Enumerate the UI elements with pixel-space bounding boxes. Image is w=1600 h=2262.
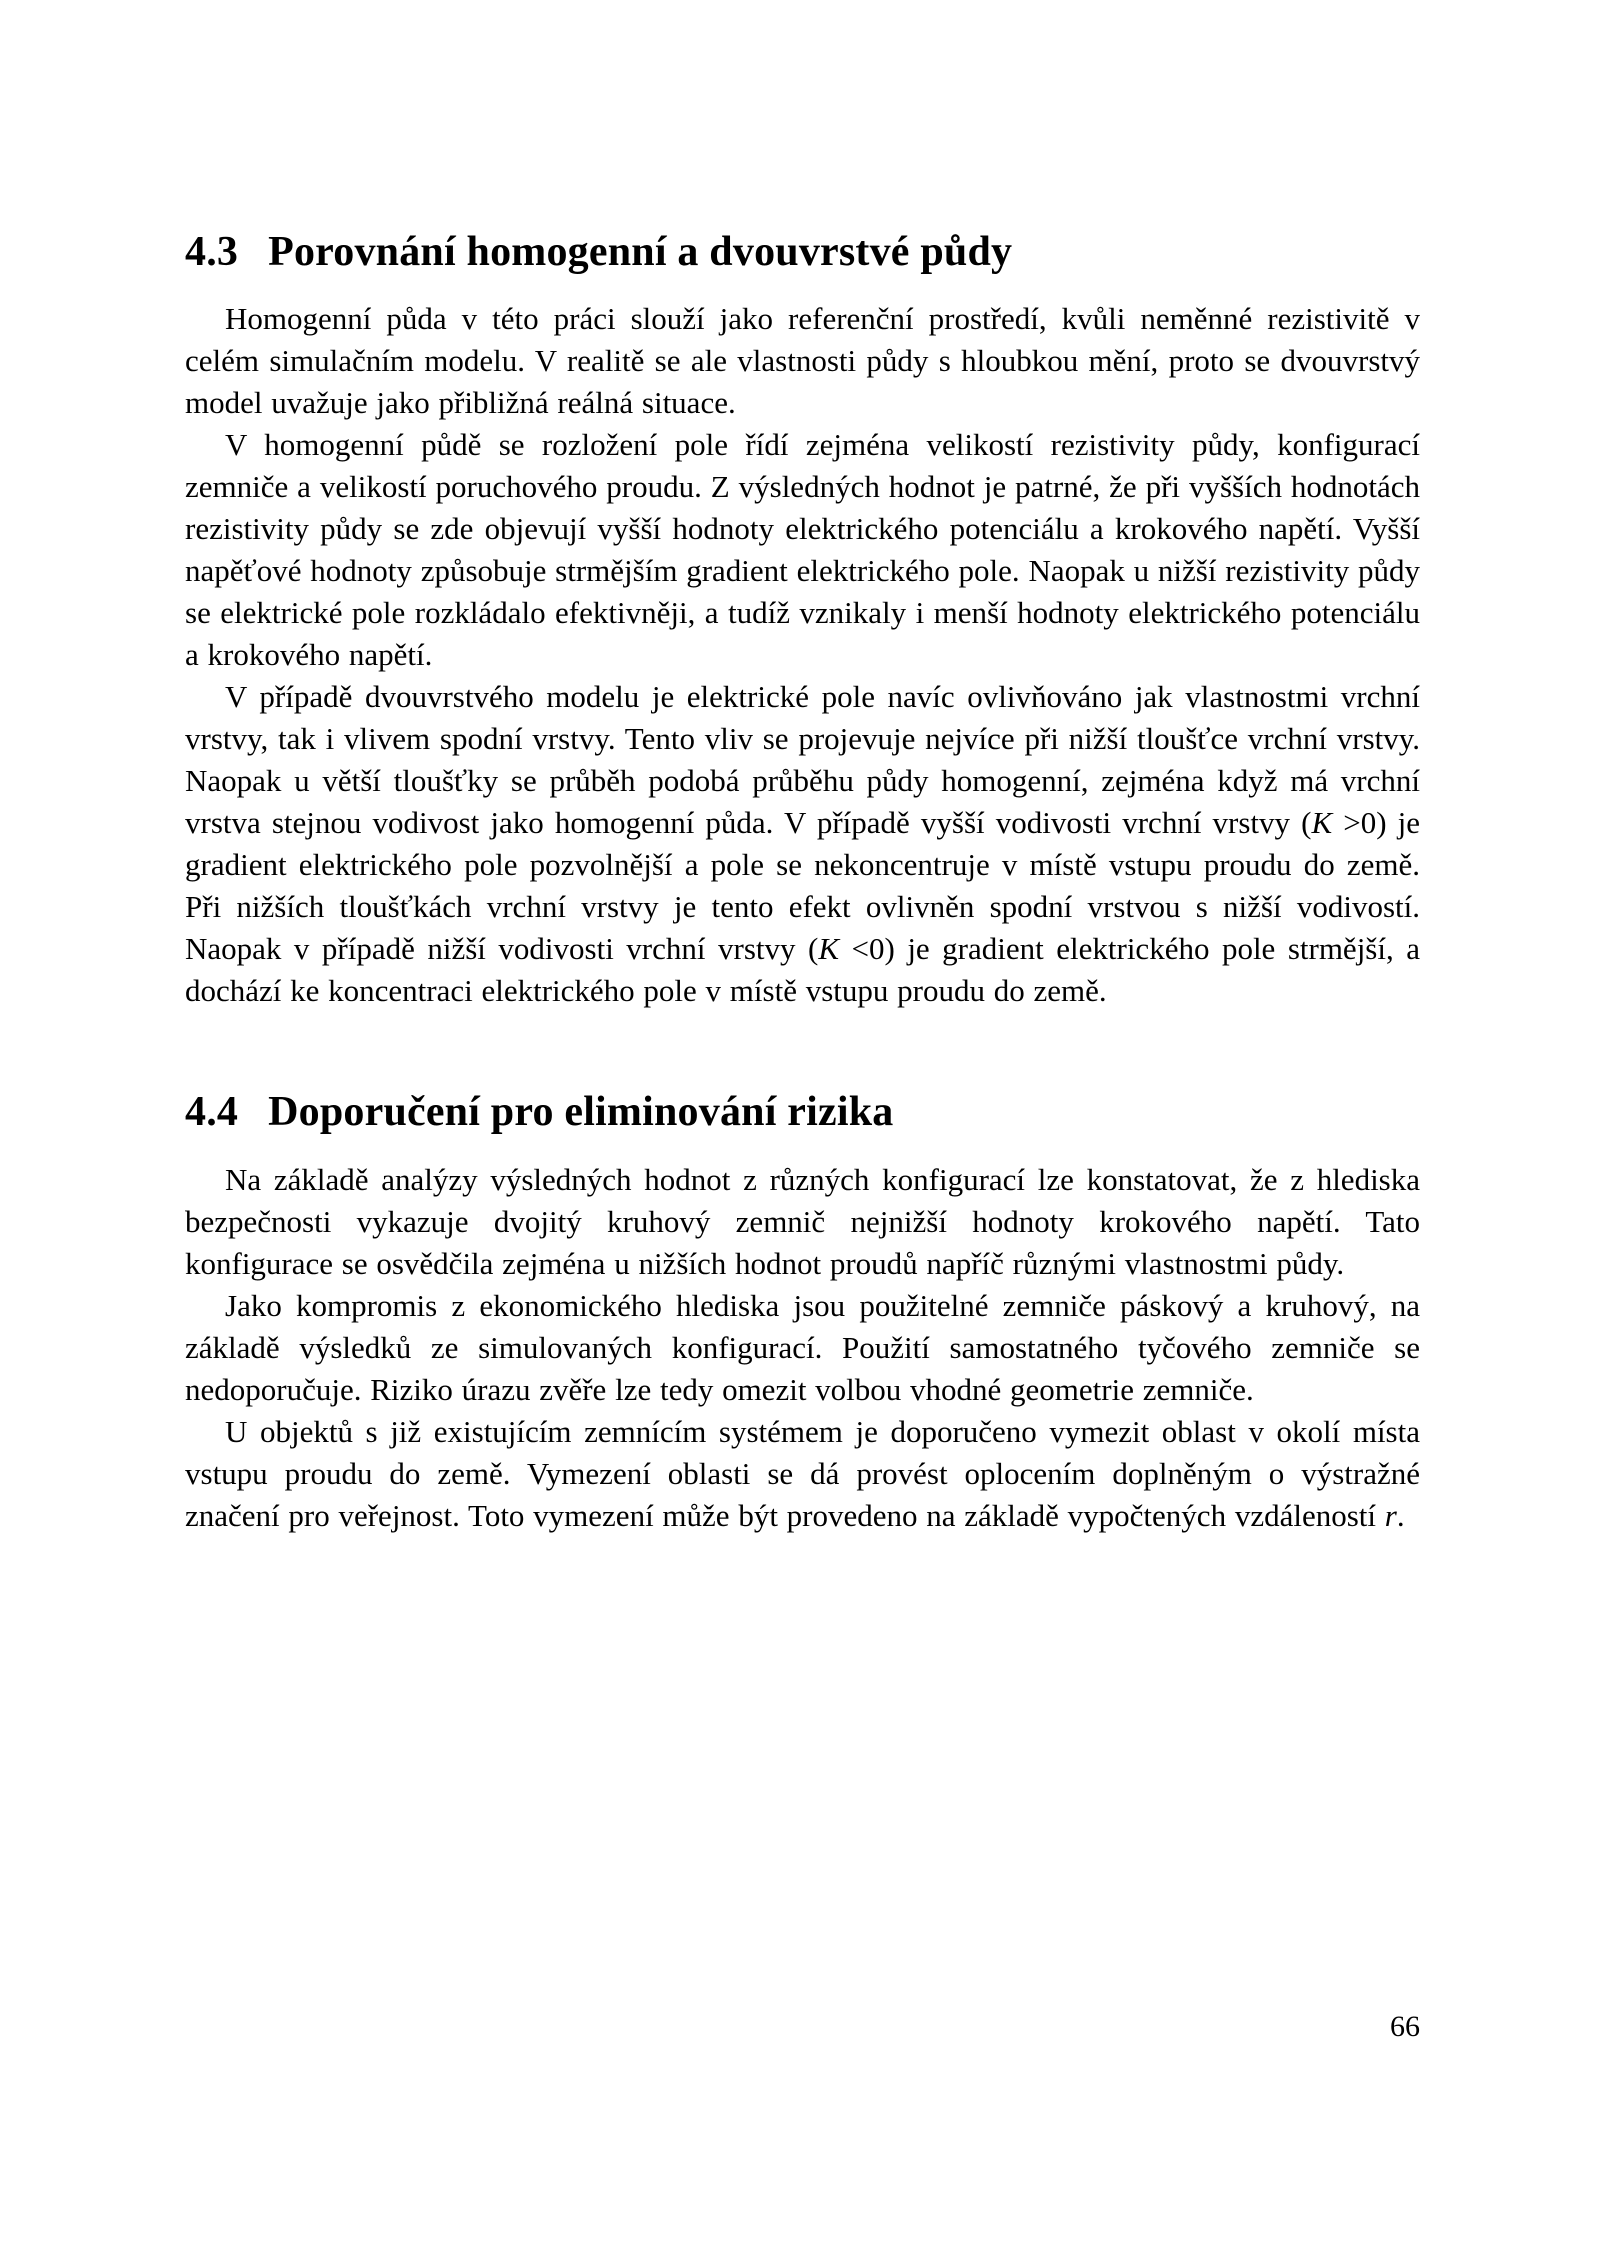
text-run: V homogenní půdě se rozložení pole řídí zejména velikostí rezistivity půdy, konfigurací zemniče a velikostí poruchového proudu. Z výsledných hodnot je patrné, že při vyšších hodnotách rezistivity půdy se zde objevují vyšší hodnoty elektrického potenciálu a krokového napětí. Vyšší napěťové hodnoty způsobuje strmějším gradient elektrického pole. Naopak u nižší rezistivity půdy se elektrické pole rozkládalo efektivněji, a tudíž vznikaly i menší hodnoty elektrického potenciálu a krokového napětí. — [185, 427, 1420, 673]
text-run: V případě dvouvrstvého modelu je elektrické pole navíc ovlivňováno jak vlastnostmi vrchní vrstvy, tak i vlivem spodní vrstvy. Tento vliv se projevuje nejvíce při nižší tloušťce vrchní vrstvy. Naopak u větší tloušťky se průběh podobá průběhu půdy homogenní, zejména když má vrchní vrstva stejnou vodivost jako homogenní půda. V případě vyšší vodivosti vrchní vrstvy ( — [185, 679, 1420, 841]
paragraph — [185, 1159, 1420, 1285]
section-title: Porovnání homogenní a dvouvrstvé půdy — [268, 229, 1013, 275]
text-run: >0) je gradient elektrického pole pozvolnější a pole se nekoncentruje v místě vstupu proudu do země. Při nižších tloušťkách vrchní vrstvy je tento efekt ovlivněn spodní vrstvou s nižší vodivostí. Naopak v případě nižší vodivosti vrchní vrstvy ( — [185, 805, 1420, 967]
italic-variable: K — [818, 931, 840, 967]
paragraph — [185, 424, 1420, 676]
section-title: Doporučení pro eliminování rizika — [268, 1089, 894, 1136]
italic-variable: K — [1311, 805, 1333, 841]
section-number: 4.4 — [185, 1089, 239, 1136]
section-heading — [185, 1088, 1420, 1136]
text-run: . — [1396, 1497, 1405, 1533]
text-run: Jako kompromis z ekonomického hlediska jsou použitelné zemniče páskový a kruhový, na základě výsledků ze simulovaných konfigurací. Použití samostatného tyčového zemniče se nedoporučuje. Riziko úrazu zvěře lze tedy omezit volbou vhodné geometrie zemniče. — [185, 1287, 1420, 1407]
text-run: Homogenní půda v této práci slouží jako referenční prostředí, kvůli neměnné rezistivitě v celém simulačním modelu. V realitě se ale vlastnosti půdy s hloubkou mění, proto se dvouvrstvý model uvažuje jako přibližná reálná situace. — [185, 301, 1420, 421]
text-run: Na základě analýzy výsledných hodnot z různých konfigurací lze konstatovat, že z hlediska bezpečnosti vykazuje dvojitý kruhový zemnič nejnižší hodnoty krokového napětí. Tato konfigurace se osvědčila zejména u nižších hodnot proudů napříč různými vlastnostmi půdy. — [185, 1161, 1420, 1281]
document-body — [185, 228, 1420, 1537]
section-heading — [185, 228, 1420, 276]
text-run: <0) je gradient elektrického pole strmější, a dochází ke koncentraci elektrického pole v místě vstupu proudu do země. — [185, 931, 1420, 1009]
section-number: 4.3 — [185, 229, 239, 275]
page-number: 66 — [1390, 2010, 1420, 2043]
paragraph — [185, 1285, 1420, 1411]
paragraph — [185, 1411, 1420, 1537]
paragraph — [185, 676, 1420, 1012]
text-run: U objektů s již existujícím zemnícím systémem je doporučeno vymezit oblast v okolí místa vstupu proudu do země. Vymezení oblasti se dá provést oplocením doplněným o výstražné značení pro veřejnost. Toto vymezení může být provedeno na základě vypočtených vzdáleností — [185, 1413, 1420, 1533]
italic-variable: r — [1384, 1497, 1397, 1533]
paragraph — [185, 298, 1420, 424]
